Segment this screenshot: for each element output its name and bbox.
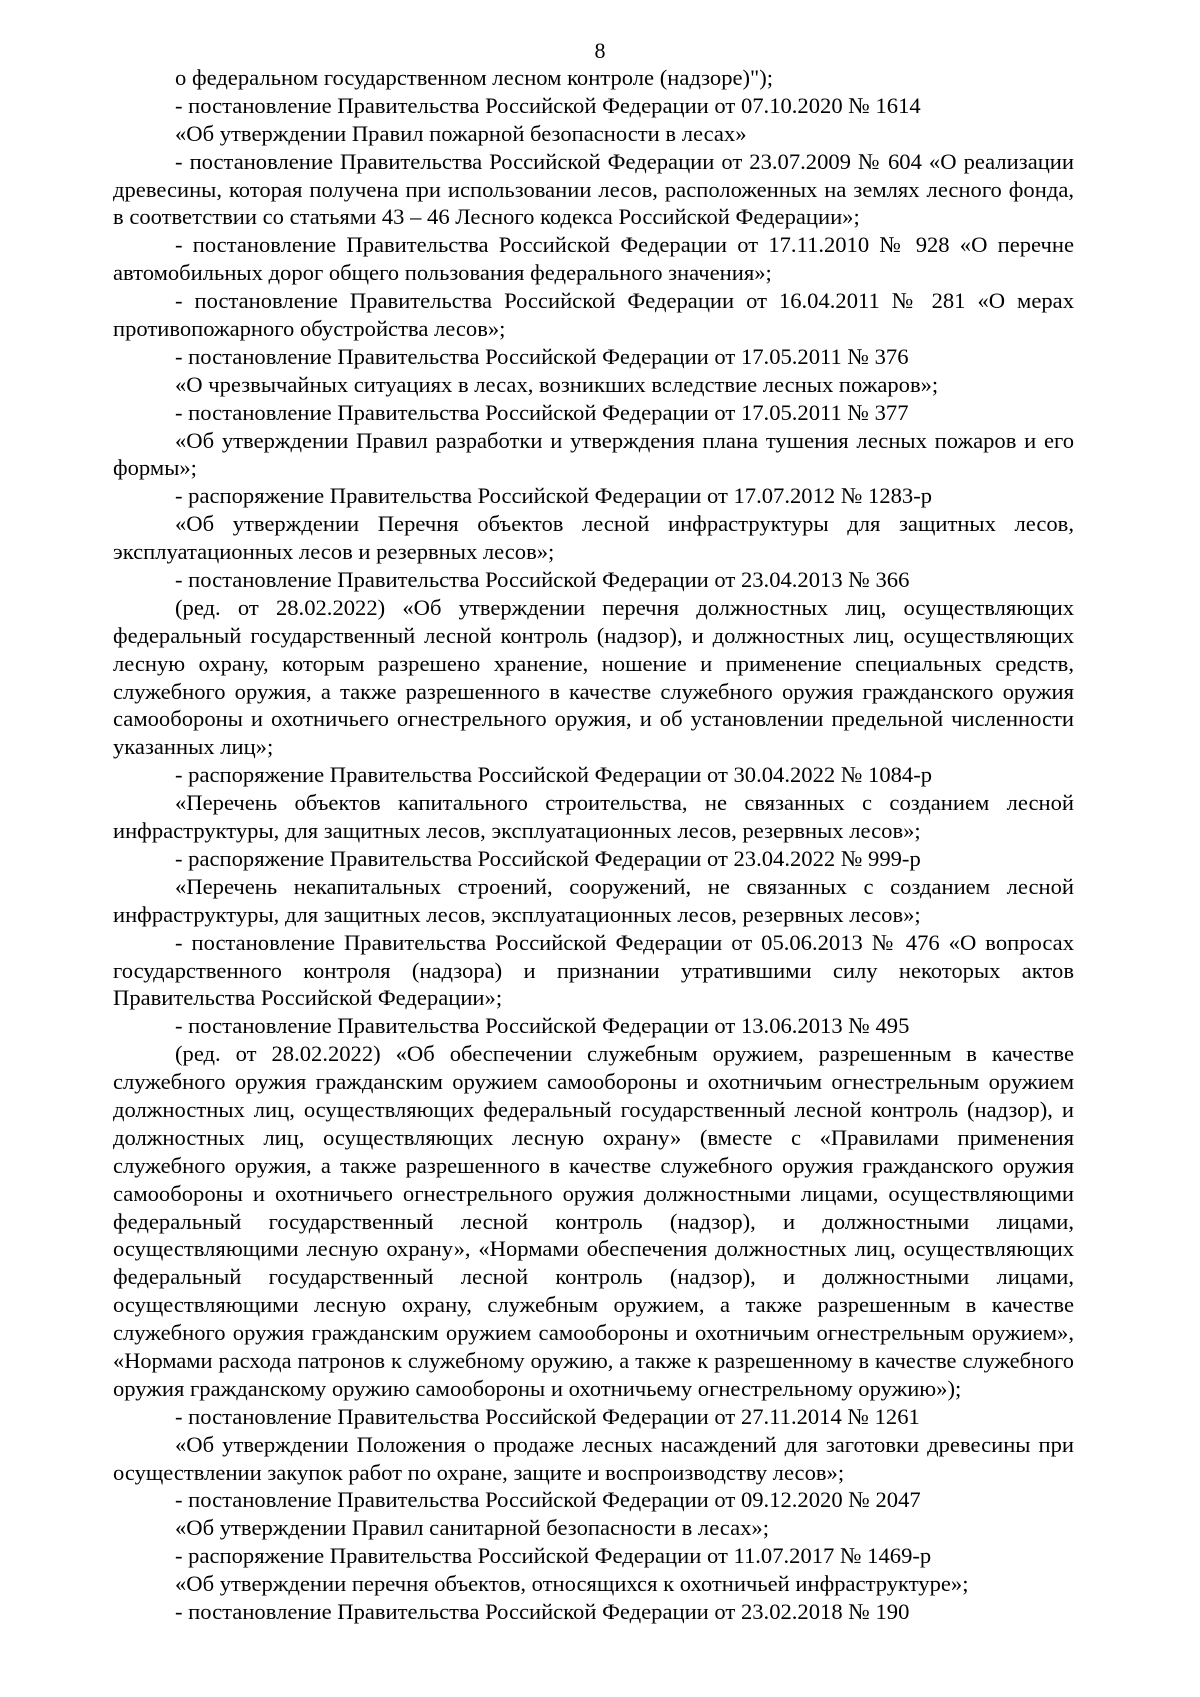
- text-line: «Об утверждении перечня объектов, относящихся к охотничьей инфраструктуре»;: [175, 1571, 969, 1597]
- text-line: - постановление Правительства Российской Федерации от 09.12.2020 № 2047: [175, 1487, 921, 1513]
- text-line: - распоряжение Правительства Российской Федерации от 17.07.2012 № 1283-р: [175, 483, 933, 509]
- text-line: указанных лиц»;: [113, 734, 274, 760]
- text-line: «Перечень объектов капитального строительства, не связанных с созданием лесной: [175, 790, 1074, 816]
- text-line: самообороны и охотничьего огнестрельного оружия должностными лицами, осуществляющими: [113, 1180, 1074, 1206]
- text-line: - постановление Правительства Российской Федерации от 17.05.2011 № 376: [175, 343, 909, 369]
- page-number: 8: [594, 38, 606, 63]
- text-line: инфраструктуры, для защитных лесов, эксплуатационных лесов, резервных лесов»;: [113, 818, 921, 844]
- text-line: - распоряжение Правительства Российской Федерации от 23.04.2022 № 999-р: [175, 845, 921, 871]
- text-line: противопожарного обустройства лесов»;: [113, 316, 506, 342]
- text-line: - постановление Правительства Российской Федерации от 23.07.2009 № 604 «О реализации: [175, 148, 1074, 174]
- text-line: федеральный государственный лесной контроль (надзор), и должностными лицами,: [113, 1208, 1074, 1234]
- text-line: Правительства Российской Федерации»;: [113, 985, 503, 1011]
- text-line: «Об утверждении Правил санитарной безопасности в лесах»;: [175, 1515, 770, 1541]
- text-line: «Перечень некапитальных строений, сооружений, не связанных с созданием лесной: [175, 873, 1074, 899]
- text-line: оружия гражданскому оружию самообороны и охотничьему огнестрельному оружию»);: [113, 1375, 962, 1401]
- text-line: (ред. от 28.02.2022) «Об утверждении перечня должностных лиц, осуществляющих: [175, 594, 1074, 620]
- text-line: «Об утверждении Правил пожарной безопасности в лесах»: [175, 120, 747, 146]
- text-line: - постановление Правительства Российской Федерации от 17.11.2010 № 928 «О перечне: [175, 232, 1074, 258]
- text-line: - распоряжение Правительства Российской Федерации от 11.07.2017 № 1469-р: [175, 1543, 932, 1569]
- document-body: [113, 64, 1074, 1626]
- text-line: - постановление Правительства Российской Федерации от 27.11.2014 № 1261: [175, 1403, 920, 1429]
- text-line: федеральный государственный лесной контроль (надзор), и должностными лицами,: [113, 1264, 1074, 1290]
- text-line: осуществляющими лесную охрану», «Нормами обеспечения должностных лиц, осуществляющих: [113, 1236, 1074, 1262]
- text-line: - распоряжение Правительства Российской Федерации от 30.04.2022 № 1084-р: [175, 762, 933, 788]
- text-line: лесную охрану, которым разрешено хранение, ношение и применение специальных средств,: [113, 650, 1074, 676]
- text-line: служебного оружия гражданским оружием самообороны и охотничьим огнестрельным оружием»,: [113, 1320, 1074, 1346]
- text-line: - постановление Правительства Российской Федерации от 17.05.2011 № 377: [175, 399, 909, 425]
- text-line: государственного контроля (надзора) и признании утратившими силу некоторых актов: [113, 957, 1074, 983]
- text-line: - постановление Правительства Российской Федерации от 23.04.2013 № 366: [175, 567, 910, 593]
- text-line: о федеральном государственном лесном контроле (надзоре)");: [175, 65, 774, 90]
- text-line: инфраструктуры, для защитных лесов, эксплуатационных лесов, резервных лесов»;: [113, 901, 921, 927]
- text-line: служебного оружия, а также разрешенного в качестве служебного оружия гражданского оружия: [113, 1152, 1074, 1178]
- text-line: федеральный государственный лесной контроль (надзор), и должностных лиц, осуществляющих: [113, 622, 1074, 648]
- text-line: «Об утверждении Перечня объектов лесной инфраструктуры для защитных лесов,: [175, 511, 1074, 537]
- text-line: автомобильных дорог общего пользования федерального значения»;: [113, 260, 772, 286]
- text-line: осуществлении закупок работ по охране, защите и воспроизводству лесов»;: [113, 1459, 845, 1485]
- text-line: должностных лиц, осуществляющих федеральный государственный лесной контроль (надзор), и: [113, 1096, 1074, 1122]
- text-line: служебного оружия, а также разрешенного в качестве служебного оружия гражданского оружия: [113, 678, 1074, 704]
- text-line: должностных лиц, осуществляющих лесную охрану» (вместе с «Правилами применения: [113, 1124, 1074, 1150]
- text-line: в соответствии со статьями 43 – 46 Лесного кодекса Российской Федерации»;: [113, 204, 860, 230]
- text-line: древесины, которая получена при использовании лесов, расположенных на землях лесного фонда,: [113, 176, 1074, 202]
- text-line: - постановление Правительства Российской Федерации от 23.02.2018 № 190: [175, 1598, 910, 1624]
- text-line: - постановление Правительства Российской Федерации от 05.06.2013 № 476 «О вопросах: [175, 929, 1074, 955]
- text-line: осуществляющими лесную охрану, служебным оружием, а также разрешенным в качестве: [113, 1292, 1074, 1318]
- text-line: эксплуатационных лесов и резервных лесов»;: [113, 539, 555, 565]
- text-line: служебного оружия гражданским оружием самообороны и охотничьим огнестрельным оружием: [113, 1069, 1074, 1095]
- text-line: - постановление Правительства Российской Федерации от 16.04.2011 № 281 «О мерах: [175, 288, 1074, 314]
- text-line: «Об утверждении Правил разработки и утверждения плана тушения лесных пожаров и его: [175, 427, 1074, 453]
- text-line: - постановление Правительства Российской Федерации от 13.06.2013 № 495: [175, 1013, 910, 1039]
- text-line: «О чрезвычайных ситуациях в лесах, возникших вследствие лесных пожаров»;: [175, 371, 939, 397]
- text-line: «Нормами расхода патронов к служебному оружию, а также к разрешенному в качестве служебного: [113, 1347, 1074, 1373]
- text-line: формы»;: [113, 455, 197, 481]
- text-line: «Об утверждении Положения о продаже лесных насаждений для заготовки древесины при: [175, 1431, 1074, 1457]
- text-line: самообороны и охотничьего огнестрельного оружия, и об установлении предельной численности: [113, 706, 1074, 732]
- text-line: - постановление Правительства Российской Федерации от 07.10.2020 № 1614: [175, 92, 921, 118]
- text-line: (ред. от 28.02.2022) «Об обеспечении служебным оружием, разрешенным в качестве: [175, 1041, 1074, 1067]
